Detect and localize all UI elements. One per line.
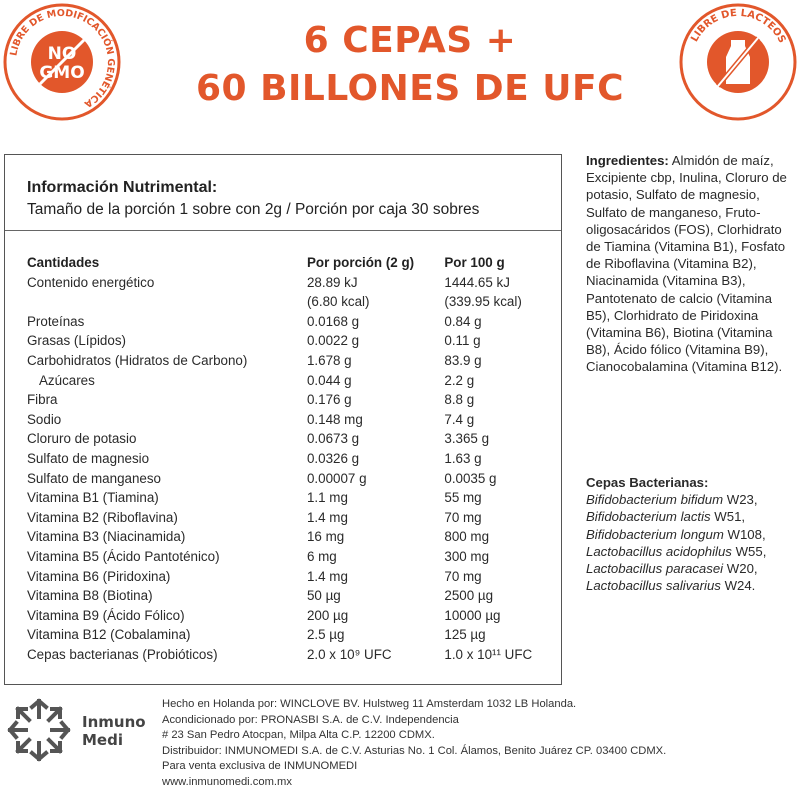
- per-100g-value: 8.8 g: [444, 392, 475, 408]
- nutrient-name: Carbohidratos (Hidratos de Carbono): [27, 352, 248, 368]
- nutrient-name: Vitamina B9 (Ácido Fólico): [27, 607, 185, 623]
- nutrient-name: Grasas (Lípidos): [27, 333, 126, 349]
- table-header-row: [27, 253, 561, 273]
- strain-genus: Lactobacillus: [586, 578, 663, 594]
- table-row: [27, 488, 561, 508]
- per-100g-value: 2.2 g: [444, 372, 475, 388]
- per-serving-value: 0.0326 g: [306, 450, 360, 466]
- ingredients-text: Almidón de maíz, Excipiente cbp, Inulina, Cloruro de potasio, Sulfato de magnesio, Sulfato de manganeso, Fruto-oligosacáridos (FOS), Clorhidrato de Tiamina (Vitamina B1), Fosfato de Riboflavina (Vitamina B2), Niacinamida (Vitamina B3), Pantotenato de calcio (Vitamina B5), Clorhidrato de Piridoxina (Vitamina B6), Biotina (Vitamina B8), Ácido fólico (Vitamina B9), Cianocobalamina (Vitamina B12).: [586, 153, 787, 375]
- strain-species: lactis: [680, 509, 711, 525]
- per-100g-value: 3.365 g: [444, 431, 490, 447]
- strain-species: bifidum: [680, 492, 724, 508]
- table-row: [27, 410, 561, 430]
- strain-code: W23,: [726, 492, 758, 508]
- table-row: [27, 331, 561, 351]
- per-serving-value: 0.148 mg: [306, 411, 363, 427]
- per-serving-value: 200 µg: [306, 607, 349, 623]
- nutrient-name: Azúcares: [39, 372, 95, 388]
- panel-divider: [5, 230, 561, 231]
- nutrient-name: Fibra: [27, 392, 58, 408]
- per-serving-value: (6.80 kcal): [306, 294, 370, 310]
- table-row: [27, 449, 561, 469]
- per-100g-value: 0.84 g: [444, 313, 482, 329]
- nutrition-table: [27, 253, 561, 664]
- table-row: [27, 292, 561, 312]
- footer-line-packed-address: # 23 San Pedro Atocpan, Milpa Alta C.P. 12200 CDMX.: [162, 729, 435, 742]
- per-serving-value: 1.1 mg: [306, 490, 348, 506]
- strain-code: W24.: [724, 578, 756, 594]
- per-100g-value: 1.0 x 10¹¹ UFC: [444, 646, 533, 662]
- header-quantities: Cantidades: [27, 255, 100, 270]
- strain-item: [586, 577, 798, 594]
- nutrient-name: Contenido energético: [27, 274, 155, 290]
- strains-label: Cepas Bacterianas:: [586, 475, 709, 490]
- table-row: [27, 508, 561, 528]
- no-gmo-text-no: NO: [47, 44, 77, 64]
- table-row: [27, 606, 561, 626]
- strain-species: longum: [680, 526, 724, 542]
- per-serving-value: 0.0673 g: [306, 431, 360, 447]
- per-100g-value: 800 mg: [444, 529, 490, 545]
- strain-genus: Bifidobacterium: [586, 492, 677, 508]
- strain-item: [586, 543, 798, 560]
- per-serving-value: 0.0022 g: [306, 333, 360, 349]
- headline-strains: 6 CEPAS +: [303, 20, 517, 61]
- per-serving-value: 6 mg: [306, 548, 337, 564]
- strain-species: salivarius: [665, 578, 721, 594]
- per-100g-value: 1.63 g: [444, 450, 482, 466]
- strains-list: [586, 491, 798, 594]
- nutrient-name: Cloruro de potasio: [27, 431, 137, 447]
- footer-line-distributor: Distribuidor: INMUNOMEDI S.A. de C.V. Asturias No. 1 Col. Álamos, Benito Juárez CP. 03400 CDMX.: [162, 744, 667, 757]
- per-100g-value: 10000 µg: [444, 607, 501, 623]
- per-serving-value: 2.0 x 10⁹ UFC: [306, 646, 392, 662]
- no-gmo-badge: [2, 2, 122, 122]
- nutrient-name: Vitamina B12 (Cobalamina): [27, 627, 191, 643]
- no-gmo-text-gmo: GMO: [39, 63, 85, 83]
- table-row: [27, 586, 561, 606]
- nutrient-name: Vitamina B6 (Piridoxina): [27, 568, 171, 584]
- per-serving-value: 0.044 g: [306, 372, 352, 388]
- manufacturer-info: [162, 697, 762, 791]
- per-100g-value: 0.11 g: [444, 333, 481, 349]
- strain-item: [586, 491, 798, 508]
- table-row: [27, 312, 561, 332]
- footer-line-exclusive: Para venta exclusiva de INMUNOMEDI: [162, 760, 358, 773]
- nutrition-rows: [27, 273, 561, 665]
- nutrient-name: Vitamina B8 (Biotina): [27, 588, 153, 604]
- strain-genus: Bifidobacterium: [586, 526, 677, 542]
- inmunomedi-logo: [4, 695, 144, 765]
- strain-code: W20,: [726, 561, 758, 577]
- no-gmo-ring-text: LIBRE DE MODIFICACIÓN GENÉTICA: [8, 7, 117, 110]
- headline-cfu: 60 BILLONES DE UFC: [195, 68, 625, 109]
- per-serving-value: 2.5 µg: [306, 627, 345, 643]
- footer-line-made-in: Hecho en Holanda por: WINCLOVE BV. Hulstweg 11 Amsterdam 1032 LB Holanda.: [162, 698, 577, 710]
- table-row: [27, 371, 561, 391]
- nutrient-name: Sodio: [27, 411, 62, 427]
- table-row: [27, 273, 561, 293]
- strain-species: acidophilus: [665, 543, 732, 559]
- table-row: [27, 547, 561, 567]
- table-row: [27, 351, 561, 371]
- nutrient-name: Cepas bacterianas (Probióticos): [27, 646, 218, 662]
- per-100g-value: 7.4 g: [444, 411, 475, 427]
- brand-name-line2: Medi: [82, 731, 123, 749]
- footer-line-website: www.inmunomedi.com.mx: [162, 775, 292, 788]
- per-serving-value: 0.176 g: [306, 392, 352, 408]
- serving-size: Tamaño de la porción 1 sobre con 2g / Porción por caja 30 sobres: [27, 201, 480, 218]
- per-100g-value: (339.95 kcal): [444, 294, 522, 310]
- dairy-free-badge: [678, 2, 798, 122]
- nutrient-name: Vitamina B1 (Tiamina): [27, 490, 159, 506]
- per-100g-value: 125 µg: [444, 627, 486, 643]
- per-100g-value: 55 mg: [444, 490, 482, 506]
- per-serving-value: 1.4 mg: [306, 509, 348, 525]
- table-row: [27, 390, 561, 410]
- strain-code: W51,: [714, 509, 746, 525]
- per-serving-value: 16 mg: [306, 529, 345, 545]
- strain-item: [586, 508, 798, 525]
- strain-code: W108,: [727, 526, 766, 542]
- per-100g-value: 70 mg: [444, 568, 482, 584]
- header-per-serving: Por porción (2 g): [306, 255, 415, 270]
- strain-item: [586, 560, 798, 577]
- footer-line-packed-by: Acondicionado por: PRONASBI S.A. de C.V. Independencia: [162, 713, 459, 726]
- nutrient-name: Proteínas: [27, 313, 85, 329]
- per-100g-value: 70 mg: [444, 509, 482, 525]
- per-100g-value: 0.0035 g: [444, 470, 497, 486]
- per-100g-value: 2500 µg: [444, 588, 494, 604]
- per-serving-value: 1.4 mg: [306, 568, 348, 584]
- strain-genus: Bifidobacterium: [586, 509, 677, 525]
- table-row: [27, 625, 561, 645]
- header-per-100g: Por 100 g: [444, 255, 505, 270]
- ingredients-label: Ingredientes:: [586, 153, 669, 168]
- per-serving-value: 28.89 kJ: [306, 274, 358, 290]
- per-100g-value: 300 mg: [444, 548, 490, 564]
- strain-species: paracasei: [665, 561, 724, 577]
- ingredients-block: [586, 152, 798, 376]
- nutrition-title: Información Nutrimental:: [27, 179, 218, 196]
- per-serving-value: 1.678 g: [306, 352, 352, 368]
- nutrient-name: Sulfato de manganeso: [27, 470, 162, 486]
- table-row: [27, 429, 561, 449]
- per-serving-value: 0.0168 g: [306, 313, 360, 329]
- brand-name-line1: Inmuno: [82, 713, 146, 731]
- table-row: [27, 469, 561, 489]
- nutrient-name: [27, 292, 307, 312]
- nutrition-panel: [4, 154, 562, 685]
- per-100g-value: 83.9 g: [444, 352, 482, 368]
- strain-genus: Lactobacillus: [586, 561, 663, 577]
- table-row: [27, 567, 561, 587]
- strain-code: W55,: [735, 543, 767, 559]
- per-serving-value: 0.00007 g: [306, 470, 367, 486]
- per-serving-value: 50 µg: [306, 588, 341, 604]
- strain-genus: Lactobacillus: [586, 543, 663, 559]
- per-100g-value: 1444.65 kJ: [444, 274, 510, 290]
- nutrient-name: Vitamina B5 (Ácido Pantoténico): [27, 548, 220, 564]
- logo-mark-icon: [4, 695, 74, 765]
- nutrient-name: Vitamina B2 (Riboflavina): [27, 509, 178, 525]
- table-row: [27, 527, 561, 547]
- dairy-free-ring-text: LIBRE DE LACTEOS: [689, 7, 788, 46]
- strain-item: [586, 526, 798, 543]
- table-row: [27, 645, 561, 665]
- nutrient-name: Sulfato de magnesio: [27, 450, 150, 466]
- nutrient-name: Vitamina B3 (Niacinamida): [27, 529, 186, 545]
- strains-block: [586, 474, 798, 594]
